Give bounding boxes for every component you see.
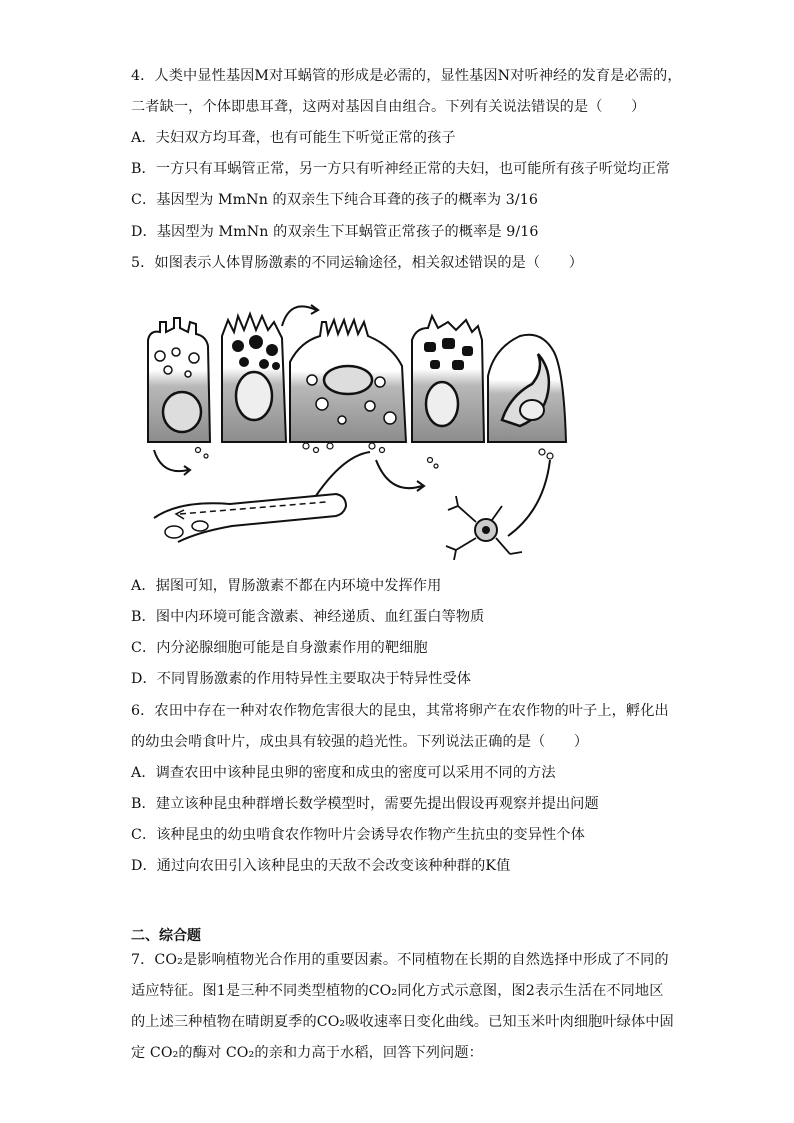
q4-option-a: A．夫妇双方均耳聋，也有可能生下听觉正常的孩子 [131, 130, 456, 146]
q6-stem-line2: 的幼虫会啃食叶片，成虫具有较强的趋光性。下列说法正确的是（ ） [131, 734, 589, 750]
q4-stem-line2: 二者缺一，个体即患耳聋，这两对基因自由组合。下列有关说法错误的是（ ） [131, 99, 646, 115]
q7-stem-line1: 7．CO₂是影响植物光合作用的重要因素。不同植物在长期的自然选择中形成了不同的 [131, 952, 669, 968]
q7-stem-line3: 的上述三种植物在晴朗夏季的CO₂吸收速率日变化曲线。已知玉米叶肉细胞叶绿体中固 [131, 1014, 674, 1030]
q4-stem-line1: 4．人类中显性基因M对耳蜗管的形成是必需的，显性基因N对听神经的发育是必需的， [131, 68, 682, 84]
q4-option-b: B．一方只有耳蜗管正常，另一方只有听神经正常的夫妇，也可能所有孩子听觉均正常 [131, 161, 671, 177]
section-title: 二、综合题 [131, 928, 201, 944]
q5-option-c: C．内分泌腺细胞可能是自身激素作用的靶细胞 [131, 640, 428, 656]
q5-stem: 5．如图表示人体胃肠激素的不同运输途径，相关叙述错误的是（ ） [131, 255, 584, 271]
q6-option-d: D．通过向农田引入该种昆虫的天敌不会改变该种种群的K值 [131, 858, 511, 874]
q7-stem-line4: 定 CO₂的酶对 CO₂的亲和力高于水稻，回答下列问题： [131, 1045, 483, 1061]
q6-option-c: C．该种昆虫的幼虫啃食农作物叶片会诱导农作物产生抗虫的变异性个体 [131, 827, 585, 843]
epithelial-cell-1 [148, 318, 210, 442]
q5-option-d: D．不同胃肠激素的作用特异性主要取决于特异性受体 [131, 671, 472, 687]
cell-illustration [140, 300, 610, 562]
q7-stem-line2: 适应特征。图1是三种不同类型植物的CO₂同化方式示意图，图2表示生活在不同地区 [131, 983, 664, 999]
q5-option-a: A．据图可知，胃肠激素不都在内环境中发挥作用 [131, 578, 442, 594]
q4-option-d: D．基因型为 MmNn 的双亲生下耳蜗管正常孩子的概率是 9/16 [131, 224, 539, 240]
q4-option-c: C．基因型为 MmNn 的双亲生下纯合耳聋的孩子的概率为 3/16 [131, 192, 539, 208]
blood-vessel [154, 494, 346, 542]
q6-option-b: B．建立该种昆虫种群增长数学模型时，需要先提出假设再观察并提出问题 [131, 796, 599, 812]
q5-option-b: B．图中内环境可能含激素、神经递质、血红蛋白等物质 [131, 609, 485, 625]
secreted-granules [196, 443, 554, 468]
epithelial-cell-5 [488, 335, 566, 442]
q6-stem-line1: 6．农田中存在一种对农作物危害很大的昆虫，其常将卵产在农作物的叶子上，孵化出 [131, 703, 669, 719]
q6-option-a: A．调查农田中该种昆虫卵的密度和成虫的密度可以采用不同的方法 [131, 765, 556, 781]
gut-hormone-transport-figure [140, 300, 610, 562]
epithelial-cell-2 [222, 314, 286, 442]
epithelial-cell-4 [412, 316, 484, 442]
neuron-cell [446, 496, 522, 560]
epithelial-cell-3 [290, 320, 406, 442]
